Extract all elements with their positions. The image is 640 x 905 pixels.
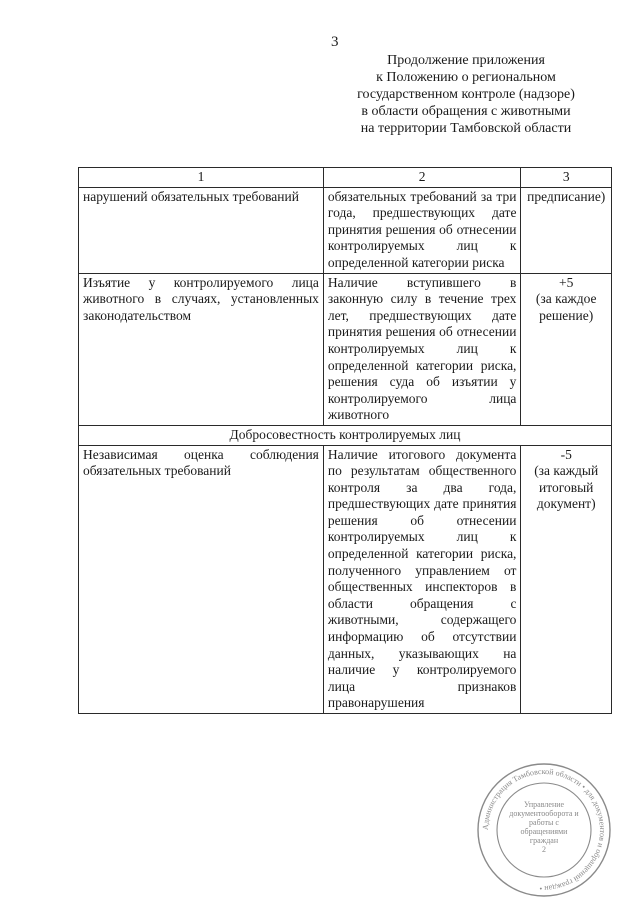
score-value: +5 [559,274,574,290]
stamp-number: 2 [542,845,546,854]
column-number-row [79,168,612,188]
section-title: Добросовестность контролируемых лиц [79,425,612,445]
criterion-cell: нарушений обязательных требований [79,187,324,273]
score-value: -5 [560,446,572,462]
score-note: (за каждое решение) [535,291,597,323]
indicator-cell: обязательных требований за три года, предшествующих дате принятия решения об отнесении контролируемых лиц к определенной категории риска [323,187,521,273]
score-cell [521,445,612,714]
column-number: 1 [79,168,324,188]
risk-criteria-table [78,167,612,714]
header-line: в области обращения с животными [361,104,571,119]
table-row [79,273,612,425]
score-cell: предписание) [521,187,612,273]
table-row [79,187,612,273]
page-number: 3 [331,34,339,50]
stamp-center-text [506,800,582,854]
header-line: государственном контроле (надзоре) [357,87,575,102]
table-row [79,445,612,714]
section-header-row [79,425,612,445]
official-stamp [470,760,618,900]
appendix-header [330,52,602,137]
indicator-cell: Наличие вступившего в законную силу в течение трех лет, предшествующих дате принятия решения об отнесении контролируемых лиц к определенной категории риска, решения суда об изъятии у контролируемого лица животного [323,273,521,425]
stamp-department: Управление документооборота и работы с обращениями граждан [509,800,579,845]
column-number: 2 [323,168,521,188]
indicator-cell: Наличие итогового документа по результатам общественного контроля за два года, предшествующих дате принятия решения об отнесении контролируемых лиц к определенной категории риска, полученного управлением от общественных инспекторов в области обращения с животными, содержащего информацию об отсутствии данных, указывающих на наличие у контролируемого лица признаков правонарушения [323,445,521,714]
criterion-cell: Независимая оценка соблюдения обязательных требований [79,445,324,714]
score-cell [521,273,612,425]
header-line: Продолжение приложения [387,53,545,68]
column-number: 3 [521,168,612,188]
stamp-ring-text: Администрация Тамбовской области • для документов и обращений граждан • [480,766,608,894]
criterion-cell: Изъятие у контролируемого лица животного в случаях, установленных законодательством [79,273,324,425]
header-line: к Положению о региональном [376,70,556,85]
header-line: на территории Тамбовской области [360,121,572,136]
score-note: (за каждый итоговый документ) [534,463,599,512]
